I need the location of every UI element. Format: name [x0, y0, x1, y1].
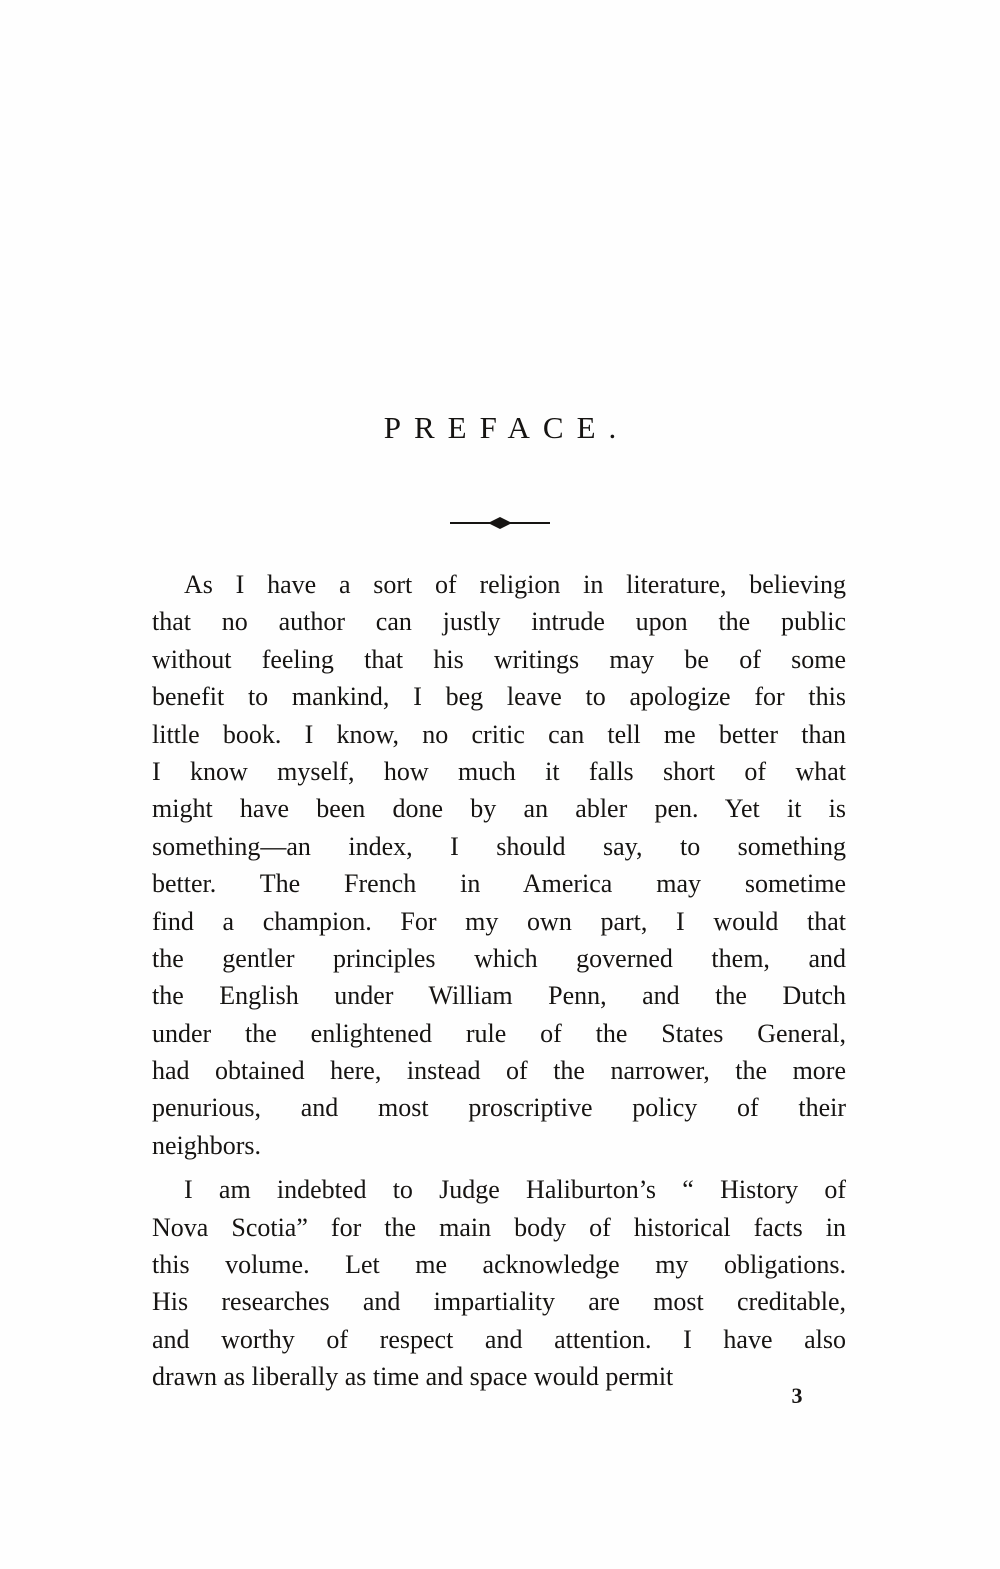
text-line: the gentler principles which governed them, and [152, 943, 846, 973]
text-line: had obtained here, instead of the narrower, the more [152, 1056, 846, 1086]
text-line: little book. I know, no critic can tell me better than [152, 719, 846, 749]
page-number: 3 [791, 1383, 803, 1408]
text-line: something—an index, I should say, to something [152, 831, 846, 861]
text-line: drawn as liberally as time and space would permit [152, 1362, 674, 1392]
text-line: without feeling that his writings may be of some [152, 644, 846, 674]
text-line: that no author can justly intrude upon the public [152, 607, 846, 637]
text-line: As I have a sort of religion in literature, believing [184, 570, 846, 599]
text-line: and worthy of respect and attention. I have also [152, 1324, 846, 1354]
text-line: I know myself, how much it falls short of what [152, 756, 846, 786]
text-line: under the enlightened rule of the States General, [152, 1018, 846, 1048]
text-line: neighbors. [152, 1130, 262, 1160]
text-line: penurious, and most proscriptive policy of their [152, 1093, 846, 1123]
text-line: find a champion. For my own part, I would that [152, 906, 846, 936]
paragraph-1 [152, 566, 846, 1164]
text-line: His researches and impartiality are most creditable, [152, 1287, 846, 1317]
paragraph-2 [152, 1171, 846, 1395]
ornament-divider-icon [450, 516, 550, 530]
body-text [152, 566, 846, 1396]
text-line: I am indebted to Judge Haliburton’s “ History of [184, 1175, 846, 1205]
text-line: benefit to mankind, I beg leave to apologize for this [152, 682, 846, 712]
text-line: the English under William Penn, and the Dutch [152, 981, 846, 1011]
text-line: this volume. Let me acknowledge my obligations. [152, 1250, 846, 1280]
text-line: Nova Scotia” for the main body of historical facts in [152, 1212, 846, 1242]
text-line: better. The French in America may sometime [152, 869, 846, 899]
text-line: might have been done by an abler pen. Yet it is [152, 794, 846, 824]
page-title: PREFACE. [383, 410, 630, 445]
